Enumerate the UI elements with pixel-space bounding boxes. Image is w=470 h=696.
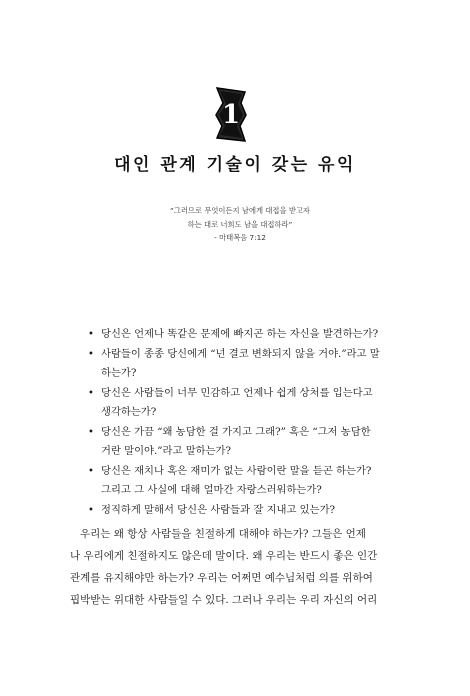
paragraph-line: 관계를 유지해야만 하는가? 우리는 어쩌면 예수님처럼 의를 위하여 — [70, 572, 373, 584]
bullet-icon: • — [88, 387, 94, 399]
chapter-title: 대인 관계 기술이 갖는 유익 — [114, 155, 356, 175]
list-item-text: 하는가? — [101, 367, 137, 379]
paragraph-line: 우리는 왜 항상 사람들을 친절하게 대해야 하는가? 그들은 언제 — [80, 528, 366, 540]
paragraph-line: 나 우리에게 친절하지도 않은데 말이다. 왜 우리는 반드시 좋은 인간 — [70, 550, 378, 562]
list-item-text: 당신은 언제나 똑같은 문제에 빠지곤 하는 자신을 발견하는가? — [101, 328, 379, 340]
bullet-icon: • — [88, 426, 94, 438]
epigraph-source: - 마태복음 7:12 — [214, 233, 266, 242]
chapter-number: 1 — [221, 100, 241, 130]
list-item-text: 당신은 가끔 “왜 농담한 걸 가지고 그래?” 혹은 “그저 농담한 — [101, 425, 371, 438]
list-item — [88, 345, 408, 384]
list-item-text: 그리고 그 사실에 대해 얼마간 자랑스러워하는가? — [101, 484, 322, 496]
epigraph-line: 하는 대로 너희도 남을 대접하라” — [187, 219, 293, 229]
list-item-text: 당신은 재치나 혹은 재미가 없는 사람이란 말을 듣곤 하는가? — [101, 464, 372, 477]
body-paragraph — [70, 523, 400, 611]
bullet-icon: • — [88, 329, 94, 340]
paragraph-line: 핍박받는 위대한 사람들일 수 있다. 그러나 우리는 우리 자신의 어리 — [70, 594, 378, 606]
list-item — [88, 384, 408, 423]
list-item-text: 거란 말이야.”라고 말하는가? — [101, 445, 232, 457]
list-item — [88, 423, 408, 462]
bullet-icon: • — [88, 465, 94, 477]
question-list — [88, 325, 408, 520]
epigraph-line: “그러므로 무엇이든지 남에게 대접을 받고자 — [170, 206, 310, 215]
list-item — [88, 501, 408, 521]
epigraph — [100, 204, 380, 245]
list-item — [88, 462, 408, 501]
list-item — [88, 325, 408, 345]
bullet-icon: • — [88, 348, 94, 360]
bullet-icon: • — [88, 504, 94, 516]
list-item-text: 사람들이 종종 당신에게 “넌 결코 변화되지 않을 거야.”라고 말 — [101, 347, 380, 360]
list-item-text: 당신은 사람들이 너무 민감하고 언제나 쉽게 상처를 입는다고 — [101, 386, 373, 399]
list-item-text: 정직하게 말해서 당신은 사람들과 잘 지내고 있는가? — [101, 503, 336, 516]
list-item-text: 생각하는가? — [101, 406, 157, 418]
